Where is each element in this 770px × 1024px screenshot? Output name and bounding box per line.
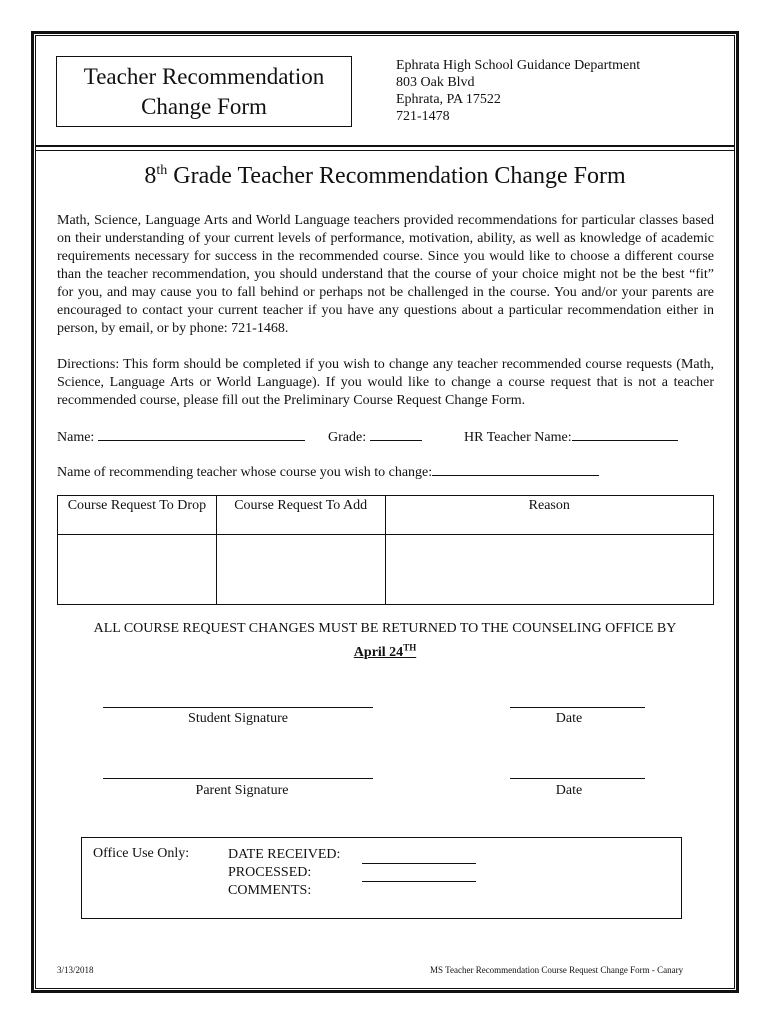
- comments-label: COMMENTS:: [228, 883, 312, 898]
- table-row: [58, 535, 714, 605]
- header-reason: Reason: [385, 496, 713, 535]
- office-use-label: Office Use Only:: [93, 846, 190, 861]
- form-title-line2: Change Form: [141, 93, 267, 119]
- notice-text: ALL COURSE REQUEST CHANGES MUST BE RETURNED TO THE COUNSELING OFFICE BY: [93, 621, 677, 636]
- footer-form-name: MS Teacher Recommendation Course Request Change Form - Canary: [430, 965, 684, 975]
- student-signature-line[interactable]: [103, 707, 373, 708]
- course-add-cell[interactable]: [216, 535, 385, 605]
- address-line: 803 Oak Blvd: [396, 75, 475, 90]
- reason-cell[interactable]: [385, 535, 713, 605]
- heading-grade-suffix: th: [156, 163, 168, 178]
- due-date-suffix: TH: [403, 642, 417, 652]
- recommending-teacher-field[interactable]: [57, 462, 599, 481]
- directions-paragraph: Directions: This form should be completed if you wish to change any teacher recommended course requests (Math, Science, Language Arts or World Language). If you would like to change a course request that is not a teacher recommended course, please fill out the Preliminary Course Request Change Form.: [57, 357, 714, 408]
- course-drop-cell[interactable]: [58, 535, 217, 605]
- hr-teacher-blank[interactable]: [572, 427, 678, 441]
- heading-text: Grade Teacher Recommendation Change Form: [167, 163, 626, 189]
- due-date-text: April 24: [353, 644, 404, 660]
- office-use-box: [81, 837, 682, 919]
- office-blanks: [362, 846, 476, 882]
- heading-grade-number: 8: [144, 163, 157, 189]
- school-address: [396, 57, 640, 125]
- form-title-line1: Teacher Recommendation: [83, 63, 325, 89]
- return-notice: [0, 620, 770, 662]
- address-line: 721-1478: [396, 109, 450, 124]
- recommending-teacher-label: Name of recommending teacher whose course you wish to change:: [57, 465, 433, 480]
- grade-field[interactable]: [328, 427, 422, 446]
- name-field[interactable]: [57, 427, 305, 446]
- header-course-add: Course Request To Add: [216, 496, 385, 535]
- date-received-blank[interactable]: [362, 846, 476, 864]
- grade-label: Grade:: [328, 430, 367, 445]
- recommending-teacher-blank[interactable]: [432, 462, 599, 476]
- processed-blank[interactable]: [362, 864, 476, 882]
- parent-signature-label: Parent Signature: [195, 783, 289, 798]
- hr-teacher-label: HR Teacher Name:: [464, 430, 572, 445]
- footer-date: 3/13/2018: [57, 965, 94, 975]
- header-divider-thin: [35, 150, 735, 151]
- address-line: Ephrata, PA 17522: [396, 92, 501, 107]
- parent-date-line[interactable]: [510, 778, 645, 779]
- office-fields: [228, 846, 340, 900]
- header-divider: [35, 145, 735, 147]
- header-course-drop: Course Request To Drop: [58, 496, 217, 535]
- name-blank[interactable]: [98, 427, 305, 441]
- name-label: Name:: [57, 430, 95, 445]
- hr-teacher-field[interactable]: [464, 427, 678, 446]
- table-header-row: [58, 496, 714, 535]
- course-request-table: [57, 495, 714, 605]
- due-date: [353, 642, 417, 660]
- student-signature-label: Student Signature: [188, 711, 288, 726]
- student-date-line[interactable]: [510, 707, 645, 708]
- processed-label: PROCESSED:: [228, 865, 312, 880]
- student-date-label: Date: [555, 711, 583, 726]
- parent-signature-line[interactable]: [103, 778, 373, 779]
- grade-blank[interactable]: [370, 427, 422, 441]
- page-heading: [0, 163, 770, 190]
- form-title-box: [56, 56, 352, 127]
- intro-paragraph: Math, Science, Language Arts and World Language teachers provided recommendations for particular classes based on their understanding of your current levels of performance, motivation, ability, as well as knowledge of academic requirements necessary for success in the recommended course. Since you would like to choose a different course than the teacher recommendation, you should understand that the course of your choice might not be the best “fit” for you, and may cause you to fall behind or perhaps not be challenged in the course. You and/or your parents are encouraged to contact your current teacher if you have any questions about a particular recommendation either in person, by email, or by phone: 721-1468.: [57, 213, 714, 336]
- date-received-label: DATE RECEIVED:: [228, 847, 341, 862]
- parent-date-label: Date: [555, 783, 583, 798]
- address-line: Ephrata High School Guidance Department: [396, 58, 641, 73]
